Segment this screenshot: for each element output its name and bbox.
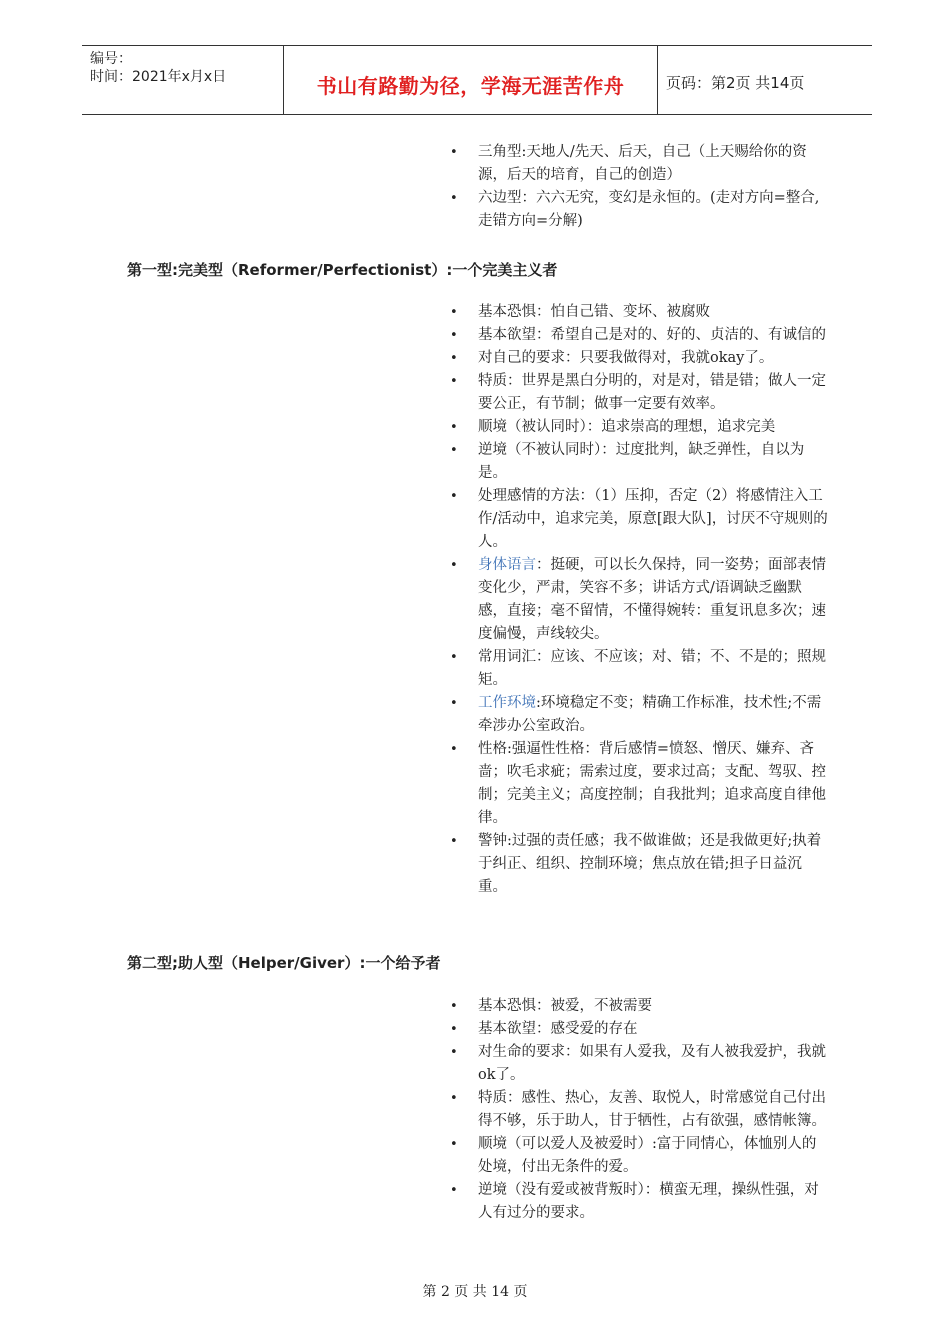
list-item: • 基本欲望：感受爱的存在 [455,1018,830,1041]
list-item: • 逆境（不被认同时）：过度批判，缺乏弹性，自以为是。 [455,439,830,485]
list-item: • 三角型:天地人/先天、后天，自己（上天赐给你的资源，后天的培育，自己的创造） [455,141,830,187]
header-page-number: 页码：第2页 共14页 [666,74,805,92]
document-time: 时间：2021年x月x日 [90,69,227,85]
list-item: • 顺境（可以爱人及被爱时）:富于同情心，体恤别人的处境，付出无条件的爱。 [455,1133,830,1179]
body-language-link[interactable]: 身体语言 [478,557,536,573]
header-motto: 书山有路勤为径，学海无涯苦作舟 [316,74,625,98]
list-item: • 工作环境:环境稳定不变；精确工作标准，技术性;不需牵涉办公室政治。 [455,692,830,738]
list-item: • 基本恐惧：怕自己错、变坏、被腐败 [455,301,830,324]
work-environment-link[interactable]: 工作环境 [478,695,536,711]
list-item: • 常用词汇：应该、不应该；对、错；不、不是的；照规矩。 [455,646,830,692]
header-meta [90,50,226,86]
section-title-type2: 第二型;助人型（Helper/Giver）:一个给予者 [127,954,441,972]
list-item: • 顺境（被认同时）：追求崇高的理想，追求完美 [455,416,830,439]
list-item: • 六边型：六六无究，变幻是永恒的。(走对方向=整合,走错方向=分解) [455,187,830,233]
list-item: • 对自己的要求：只要我做得对，我就okay了。 [455,347,830,370]
list-item: • 对生命的要求：如果有人爱我，及有人被我爱护，我就ok了。 [455,1041,830,1087]
document-number: 编号： [90,51,132,67]
list-item: • 基本恐惧：被爱，不被需要 [455,995,830,1018]
list-item: • 基本欲望：希望自己是对的、好的、贞洁的、有诚信的 [455,324,830,347]
section-title-type1: 第一型:完美型（Reformer/Perfectionist）:一个完美主义者 [127,261,558,279]
list-item: • 身体语言：挺硬，可以长久保持，同一姿势；面部表情变化少，严肃，笑容不多；讲话方式/语调缺乏幽默感，直接；毫不留情，不懂得婉转：重复讯息多次；速度偏慢，声线较尖。 [455,554,830,646]
type1-list [455,301,830,899]
list-item: • 性格:强逼性性格：背后感情=愤怒、憎厌、嫌弃、吝啬；吹毛求疵；需索过度，要求过高；支配、驾驭、控制；完美主义；高度控制；自我批判；追求高度自律他律。 [455,738,830,830]
list-item: • 特质：感性、热心，友善、取悦人，时常感觉自己付出得不够，乐于助人，甘于牺性，占有欲强，感情帐簿。 [455,1087,830,1133]
list-item: • 处理感情的方法：（1）压抑，否定（2）将感情注入工作/活动中，追求完美，原意[跟大队]，讨厌不守规则的人。 [455,485,830,554]
intro-list [455,141,830,233]
header-divider [657,46,658,114]
page-footer: 第 2 页 共 14 页 [422,1284,528,1300]
list-item: • 特质：世界是黑白分明的，对是对，错是错；做人一定要公正，有节制；做事一定要有效率。 [455,370,830,416]
type2-list [455,995,830,1225]
list-item: • 警钟:过强的责任感；我不做谁做；还是我做更好;执着于纠正、组织、控制环境；焦点放在错;担子日益沉重。 [455,830,830,899]
list-item: • 逆境（没有爱或被背叛时）：横蛮无理，操纵性强，对人有过分的要求。 [455,1179,830,1225]
document-header [82,45,872,115]
